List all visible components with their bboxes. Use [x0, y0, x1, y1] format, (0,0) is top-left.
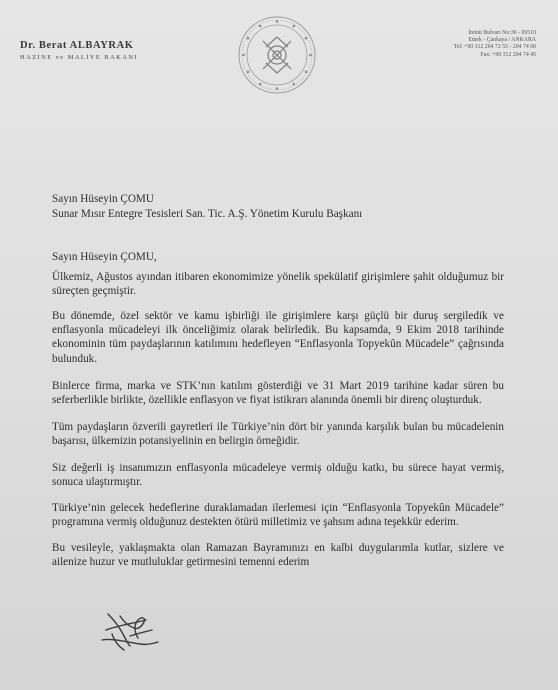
paragraph-7: Bu vesileyle, yaklaşmakta olan Ramazan Bayramınızı en kalbi duygularımla kutlar, sizlere ve ailenize huzur ve mutluluklar getirmesini temenni ederim [52, 542, 504, 569]
sender-name: Dr. Berat ALBAYRAK [20, 40, 134, 51]
recipient-name: Sayın Hüseyin ÇOMU [52, 193, 154, 205]
recipient-org: Sunar Mısır Entegre Tesisleri San. Tic. A.Ş. Yönetim Kurulu Başkanı [52, 207, 363, 220]
paragraph-6: Türkiye’nin gelecek hedeflerine duraklamadan ilerlemesi için “Enflasyonla Topyekûn Mücadele” programına vermiş olduğunuz destekten ötürü milletimiz ve şahsım adına teşekkür ederim. [52, 502, 504, 529]
address-block [386, 30, 536, 59]
address-line: İnönü Bulvarı No:36 - 06510 [468, 30, 536, 36]
ministry-seal-icon [237, 15, 317, 95]
paragraph-1: Ülkemiz, Ağustos ayından itibaren ekonomimize yönelik spekülatif girişimlere şahit olduğumuz bir süreçten geçmiştir. [52, 271, 504, 298]
address-line: Emek - Çankaya / ANKARA [468, 37, 536, 44]
recipient-block [52, 192, 504, 221]
paragraph-4: Tüm paydaşların özverili gayretleri ile Türkiye’nin dört bir yanında karşılık bulan bu mücadelenin başarısı, ülkemizin potansiyelinin en belirgin örneğidir. [52, 421, 504, 448]
sender-title: HAZİNE ve MALİYE BAKANI [20, 54, 138, 61]
fax-line: Fax: +90 312 204 74 45 [480, 51, 536, 58]
paragraph-2: Bu dönemde, özel sektör ve kamu işbirliği ile girişimlere karşı güçlü bir duruş sergiledik ve enflasyonla mücadeleyi ilk önceliğimiz olarak belirledik. Bu kapsamda, 9 Ekim 2018 tarihinde ekonominin tüm paydaşlarının katılımını hedefleyen “Enflasyonla Topyekûn Mücadele” çağrısında bulunduk. [52, 310, 504, 365]
handwritten-signature [100, 606, 160, 652]
greeting: Sayın Hüseyin ÇOMU, [52, 251, 157, 263]
phone-line: Tel: +90 312 204 72 55 - 204 74 00 [453, 44, 536, 51]
sender-block [20, 40, 138, 61]
paragraph-5: Siz değerli iş insanımızın enflasyonla mücadeleye vermiş olduğu katkı, bu sürece hayat vermiş, sonuca ulaştırmıştır. [52, 462, 504, 489]
paragraph-3: Binlerce firma, marka ve STK’nın katılım gösterdiği ve 31 Mart 2019 tarihine kadar süren bu seferberlikle birlikte, özellikle enflasyon ve fiyat istikrarı alanında önemli bir direnç oluşturduk. [52, 380, 504, 407]
